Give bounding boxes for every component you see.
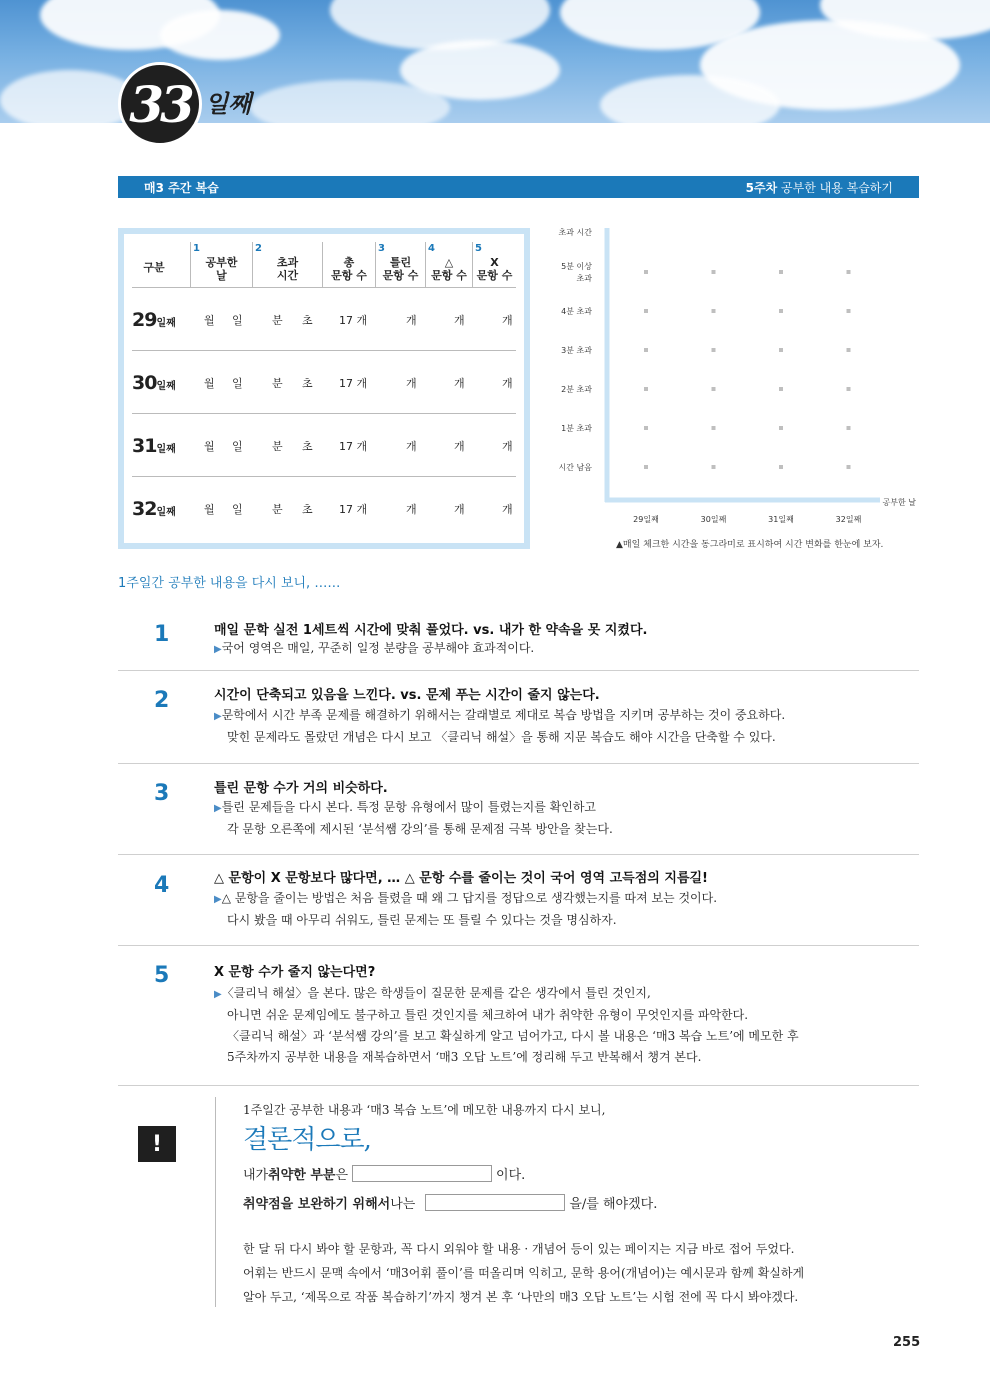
header-label-1: △ [444,256,454,269]
section-week-label: 5주차 [745,180,778,195]
review-item-4 [118,855,919,946]
table-row [132,477,516,540]
item-heading: 시간이 단축되고 있음을 느낀다. vs. 문제 푸는 시간이 줄지 않는다. [214,688,600,703]
header-label-2: 문항 수 [476,269,513,282]
header-label-2: 문항 수 [431,269,467,282]
weakness-line-pre: 내가 [243,1168,269,1183]
item-line [214,705,904,727]
chart-grid-dot[interactable] [644,426,648,430]
chart-grid-dot[interactable] [847,426,851,430]
item-line: 5주차까지 공부한 내용을 재복습하면서 ‘매3 오답 노트’에 정리해 두고 반복해서 챙겨 본다. [227,1050,702,1064]
cell-seconds[interactable]: 초 [302,502,313,516]
chart-y-tick-label: 2분 초과 [561,385,592,394]
cell-triangle[interactable]: 개 [454,502,465,516]
chart-grid-dot[interactable] [779,387,783,391]
row-day-unit: 일째 [156,506,176,518]
item-line: 아니면 쉬운 문제임에도 불구하고 틀린 것인지를 체크하여 내가 취약한 유형이 무엇인지를 파악한다. [227,1008,749,1022]
cell-wrong[interactable]: 개 [406,376,417,390]
chart-grid-dot[interactable] [644,465,648,469]
cell-seconds[interactable]: 초 [302,439,313,453]
chart-y-tick-label: 4분 초과 [561,307,592,316]
pointer-arrow-icon: ▶ [214,644,222,655]
cell-triangle[interactable]: 개 [454,313,465,327]
cell-month[interactable]: 월 [204,376,215,390]
chart-y-tick-label: 1분 초과 [561,424,592,433]
header-num: 3 [378,243,385,254]
day-suffix-label: 일째 [205,89,252,118]
header-label-1: 틀린 [389,256,412,269]
cell-minutes[interactable]: 분 [272,376,283,390]
review-intro: 1주일간 공부한 내용을 다시 보니, …… [118,576,341,591]
conclusion-paragraph [243,1237,903,1309]
chart-grid-dot[interactable] [779,465,783,469]
row-day [132,477,190,540]
cell-x[interactable]: 개 [502,313,513,327]
cell-wrong[interactable]: 개 [406,502,417,516]
header-col-total [322,242,375,288]
cell-total: 17 개 [339,313,368,327]
item-line-text: 국어 영역은 매일, 꾸준히 일정 분량을 공부해야 효과적이다. [221,641,535,655]
header-num: 4 [428,243,435,254]
item-heading: 매일 문학 실전 1세트씩 시간에 맞춰 풀었다. vs. 내가 한 약속을 못 지켰다. [214,623,648,638]
item-line-text: 틀린 문제들을 다시 본다. 특정 문항 유형에서 많이 틀렸는지를 확인하고 [221,800,597,814]
cell-x[interactable]: 개 [502,376,513,390]
row-day [132,288,190,351]
weakness-line-mid: 은 [335,1168,349,1183]
item-line [214,983,904,1005]
header-num: 2 [255,243,262,254]
item-line [214,638,904,660]
exclamation-badge: ! [138,1126,176,1162]
section-title-left: 매3 주간 복습 [144,180,219,195]
cloud-shape [160,10,280,60]
cell-minutes[interactable]: 분 [272,502,283,516]
row-day-num: 29 [132,308,157,331]
weekly-review-table [118,228,530,549]
chart-grid-dot[interactable] [712,270,716,274]
cell-seconds[interactable]: 초 [302,313,313,327]
chart-grid-dot[interactable] [779,348,783,352]
conclusion-para-line: 어휘는 반드시 문맥 속에서 ‘매3어휘 풀이’를 떠올리며 익히고, 문학 용어(개념어)는 예시문과 함께 확실하게 [243,1266,805,1280]
chart-x-tick-label: 30일째 [700,515,727,524]
chart-x-tick-label: 32일째 [835,515,862,524]
section-title-bar [118,176,919,198]
chart-y-tick-label: 3분 초과 [561,346,592,355]
row-day-unit: 일째 [156,317,176,329]
overtime-dot-chart [540,222,930,552]
day-number-badge: 33 [118,62,202,146]
section-title-right [746,179,893,196]
plan-blank-field[interactable] [425,1194,565,1211]
section-week-desc: 공부한 내용 복습하기 [777,180,893,195]
item-body [214,888,904,931]
row-day-num: 32 [132,497,157,520]
item-body [214,797,904,840]
header-label-1: X [490,256,499,269]
chart-grid-dot[interactable] [779,426,783,430]
item-line-text: △ 문항을 줄이는 방법은 처음 틀렸을 때 왜 그 답지를 정답으로 생각했는지를 따져 보는 것이다. [221,891,718,905]
cell-seconds[interactable]: 초 [302,376,313,390]
header-day [132,242,176,288]
conclusion-divider [215,1097,216,1307]
cell-minutes[interactable]: 분 [272,439,283,453]
table-header [132,242,516,288]
chart-grid-dot[interactable] [712,465,716,469]
chart-grid-dot[interactable] [847,309,851,313]
item-line [214,888,904,910]
chart-grid-dot[interactable] [779,309,783,313]
header-label-1: 총 [343,256,355,269]
chart-grid-dot[interactable] [847,270,851,274]
cell-month[interactable]: 월 [204,439,215,453]
header-col-triangle [425,242,472,288]
weakness-line-post: 이다. [496,1168,526,1183]
header-label-2: 문항 수 [331,269,367,282]
row-day-num: 31 [132,434,157,457]
pointer-arrow-icon: ▶ [214,989,222,1000]
item-line [214,797,904,819]
header-label-1: 초과 [276,256,299,269]
conclusion-para-line: 알아 두고, ‘제목으로 작품 복습하기’까지 챙겨 본 후 ‘나만의 매3 오답 노트’는 시험 전에 꼭 다시 봐야겠다. [243,1290,799,1304]
header-label-1: 공부한 [205,256,238,269]
item-line: 다시 봤을 때 아무리 쉬워도, 틀린 문제는 또 틀릴 수 있다는 것을 명심하자. [227,913,617,927]
cell-date[interactable]: 일 [232,313,243,327]
chart-grid-dot[interactable] [644,309,648,313]
chart-grid-dot[interactable] [644,387,648,391]
item-body [214,983,904,1068]
header-num: 1 [193,243,200,254]
plan-line-post: 을/를 해야겠다. [569,1197,658,1212]
chart-grid-dot[interactable] [712,309,716,313]
row-day [132,414,190,477]
item-line: 〈클리닉 해설〉과 ‘분석쌤 강의’를 보고 확실하게 알고 넘어가고, 다시 볼 내용은 ‘매3 복습 노트’에 메모한 후 [227,1029,799,1043]
review-item-2 [118,671,919,764]
page-number: 255 [893,1335,921,1350]
cell-x[interactable]: 개 [502,439,513,453]
header-col-wrong [375,242,425,288]
cell-wrong[interactable]: 개 [406,313,417,327]
item-heading: X 문항 수가 줄지 않는다면? [214,965,376,980]
plan-line [243,1193,657,1212]
cell-month[interactable]: 월 [204,313,215,327]
item-heading: 틀린 문항 수가 거의 비슷하다. [214,781,388,796]
plan-line-bold: 취약점을 보완하기 위해서 [243,1197,391,1212]
header-label-2: 문항 수 [382,269,419,282]
cell-total: 17 개 [339,376,368,390]
cell-x[interactable]: 개 [502,502,513,516]
header-col-x [472,242,516,288]
chart-grid-dot[interactable] [779,270,783,274]
pointer-arrow-icon: ▶ [214,894,222,905]
item-heading: △ 문항이 X 문항보다 많다면, … △ 문항 수를 줄이는 것이 국어 영역 고득점의 지름길! [214,871,708,886]
chart-y-axis-title: 초과 시간 [558,228,592,237]
cell-total: 17 개 [339,502,368,516]
review-item-5 [118,946,919,1086]
chart-note: ▲매일 체크한 시간을 동그라미로 표시하여 시간 변화를 한눈에 보자. [616,540,884,550]
header-col-study-day [190,242,252,288]
item-body [214,705,904,748]
item-body [214,638,904,660]
item-number: 1 [154,622,170,647]
conclusion-intro: 1주일간 공부한 내용과 ‘매3 복습 노트’에 메모한 내용까지 다시 보니, [243,1103,606,1117]
weakness-line [243,1164,525,1183]
item-number: 5 [154,963,170,988]
conclusion-para-line: 한 달 뒤 다시 봐야 할 문항과, 꼭 다시 외워야 할 내용 · 개념어 등이 있는 페이지는 지금 바로 접어 두었다. [243,1242,795,1256]
cell-triangle[interactable]: 개 [454,376,465,390]
item-line-text: 문학에서 시간 부족 문제를 해결하기 위해서는 갈래별로 제대로 복습 방법을 지키며 공부하는 것이 중요하다. [221,708,786,722]
header-col-overtime [252,242,322,288]
pointer-arrow-icon: ▶ [214,711,222,722]
chart-grid-dot[interactable] [712,348,716,352]
chart-grid-dot[interactable] [712,387,716,391]
chart-grid-dot[interactable] [644,270,648,274]
chart-x-tick-label: 31일째 [768,515,794,524]
chart-y-tick-label: 초과 [576,274,592,283]
cell-total: 17 개 [339,439,368,453]
conclusion-headline: 결론적으로, [243,1125,371,1155]
plan-line-mid: 나는 [390,1197,416,1212]
table-row [132,414,516,477]
pointer-arrow-icon: ▶ [214,803,222,814]
item-number: 3 [154,781,170,806]
item-line-text: 〈클리닉 해설〉을 본다. 많은 학생들이 질문한 문제를 같은 생각에서 틀린 것인지, [221,986,651,1000]
chart-x-axis-title: 공부한 날 [882,498,916,507]
cell-wrong[interactable]: 개 [406,439,417,453]
chart-y-tick-label: 5분 이상 [561,262,592,271]
chart-grid-dot[interactable] [847,348,851,352]
row-day-unit: 일째 [156,380,176,392]
chart-grid-dot[interactable] [712,426,716,430]
cell-date[interactable]: 일 [232,502,243,516]
cell-month[interactable]: 월 [204,502,215,516]
item-number: 2 [154,688,170,713]
header-label-2: 시간 [276,269,299,282]
cell-date[interactable]: 일 [232,439,243,453]
table-row [132,288,516,351]
row-day-unit: 일째 [156,443,176,455]
cell-triangle[interactable]: 개 [454,439,465,453]
chart-grid-dot[interactable] [847,465,851,469]
header-day-label: 구분 [143,261,165,274]
row-day-num: 30 [132,371,157,394]
chart-grid-dot[interactable] [847,387,851,391]
item-line: 맞힌 문제라도 몰랐던 개념은 다시 보고 〈클리닉 해설〉을 통해 지문 복습도 해야 시간을 단축할 수 있다. [227,730,776,744]
cell-minutes[interactable]: 분 [272,313,283,327]
header-num: 5 [475,243,482,254]
table-row [132,351,516,414]
cell-date[interactable]: 일 [232,376,243,390]
weakness-blank-field[interactable] [352,1165,492,1182]
chart-y-tick-label: 시간 남음 [558,463,592,472]
chart-x-tick-label: 29일째 [633,515,659,524]
weakness-line-bold: 취약한 부분 [268,1168,336,1183]
item-number: 4 [154,873,170,898]
review-item-1 [118,610,919,671]
item-line: 각 문항 오른쪽에 제시된 ‘분석쌤 강의’를 통해 문제점 극복 방안을 찾는다. [227,822,613,836]
header-label-2: 날 [216,269,227,282]
row-day [132,351,190,414]
review-item-3 [118,764,919,855]
chart-grid-dot[interactable] [644,348,648,352]
